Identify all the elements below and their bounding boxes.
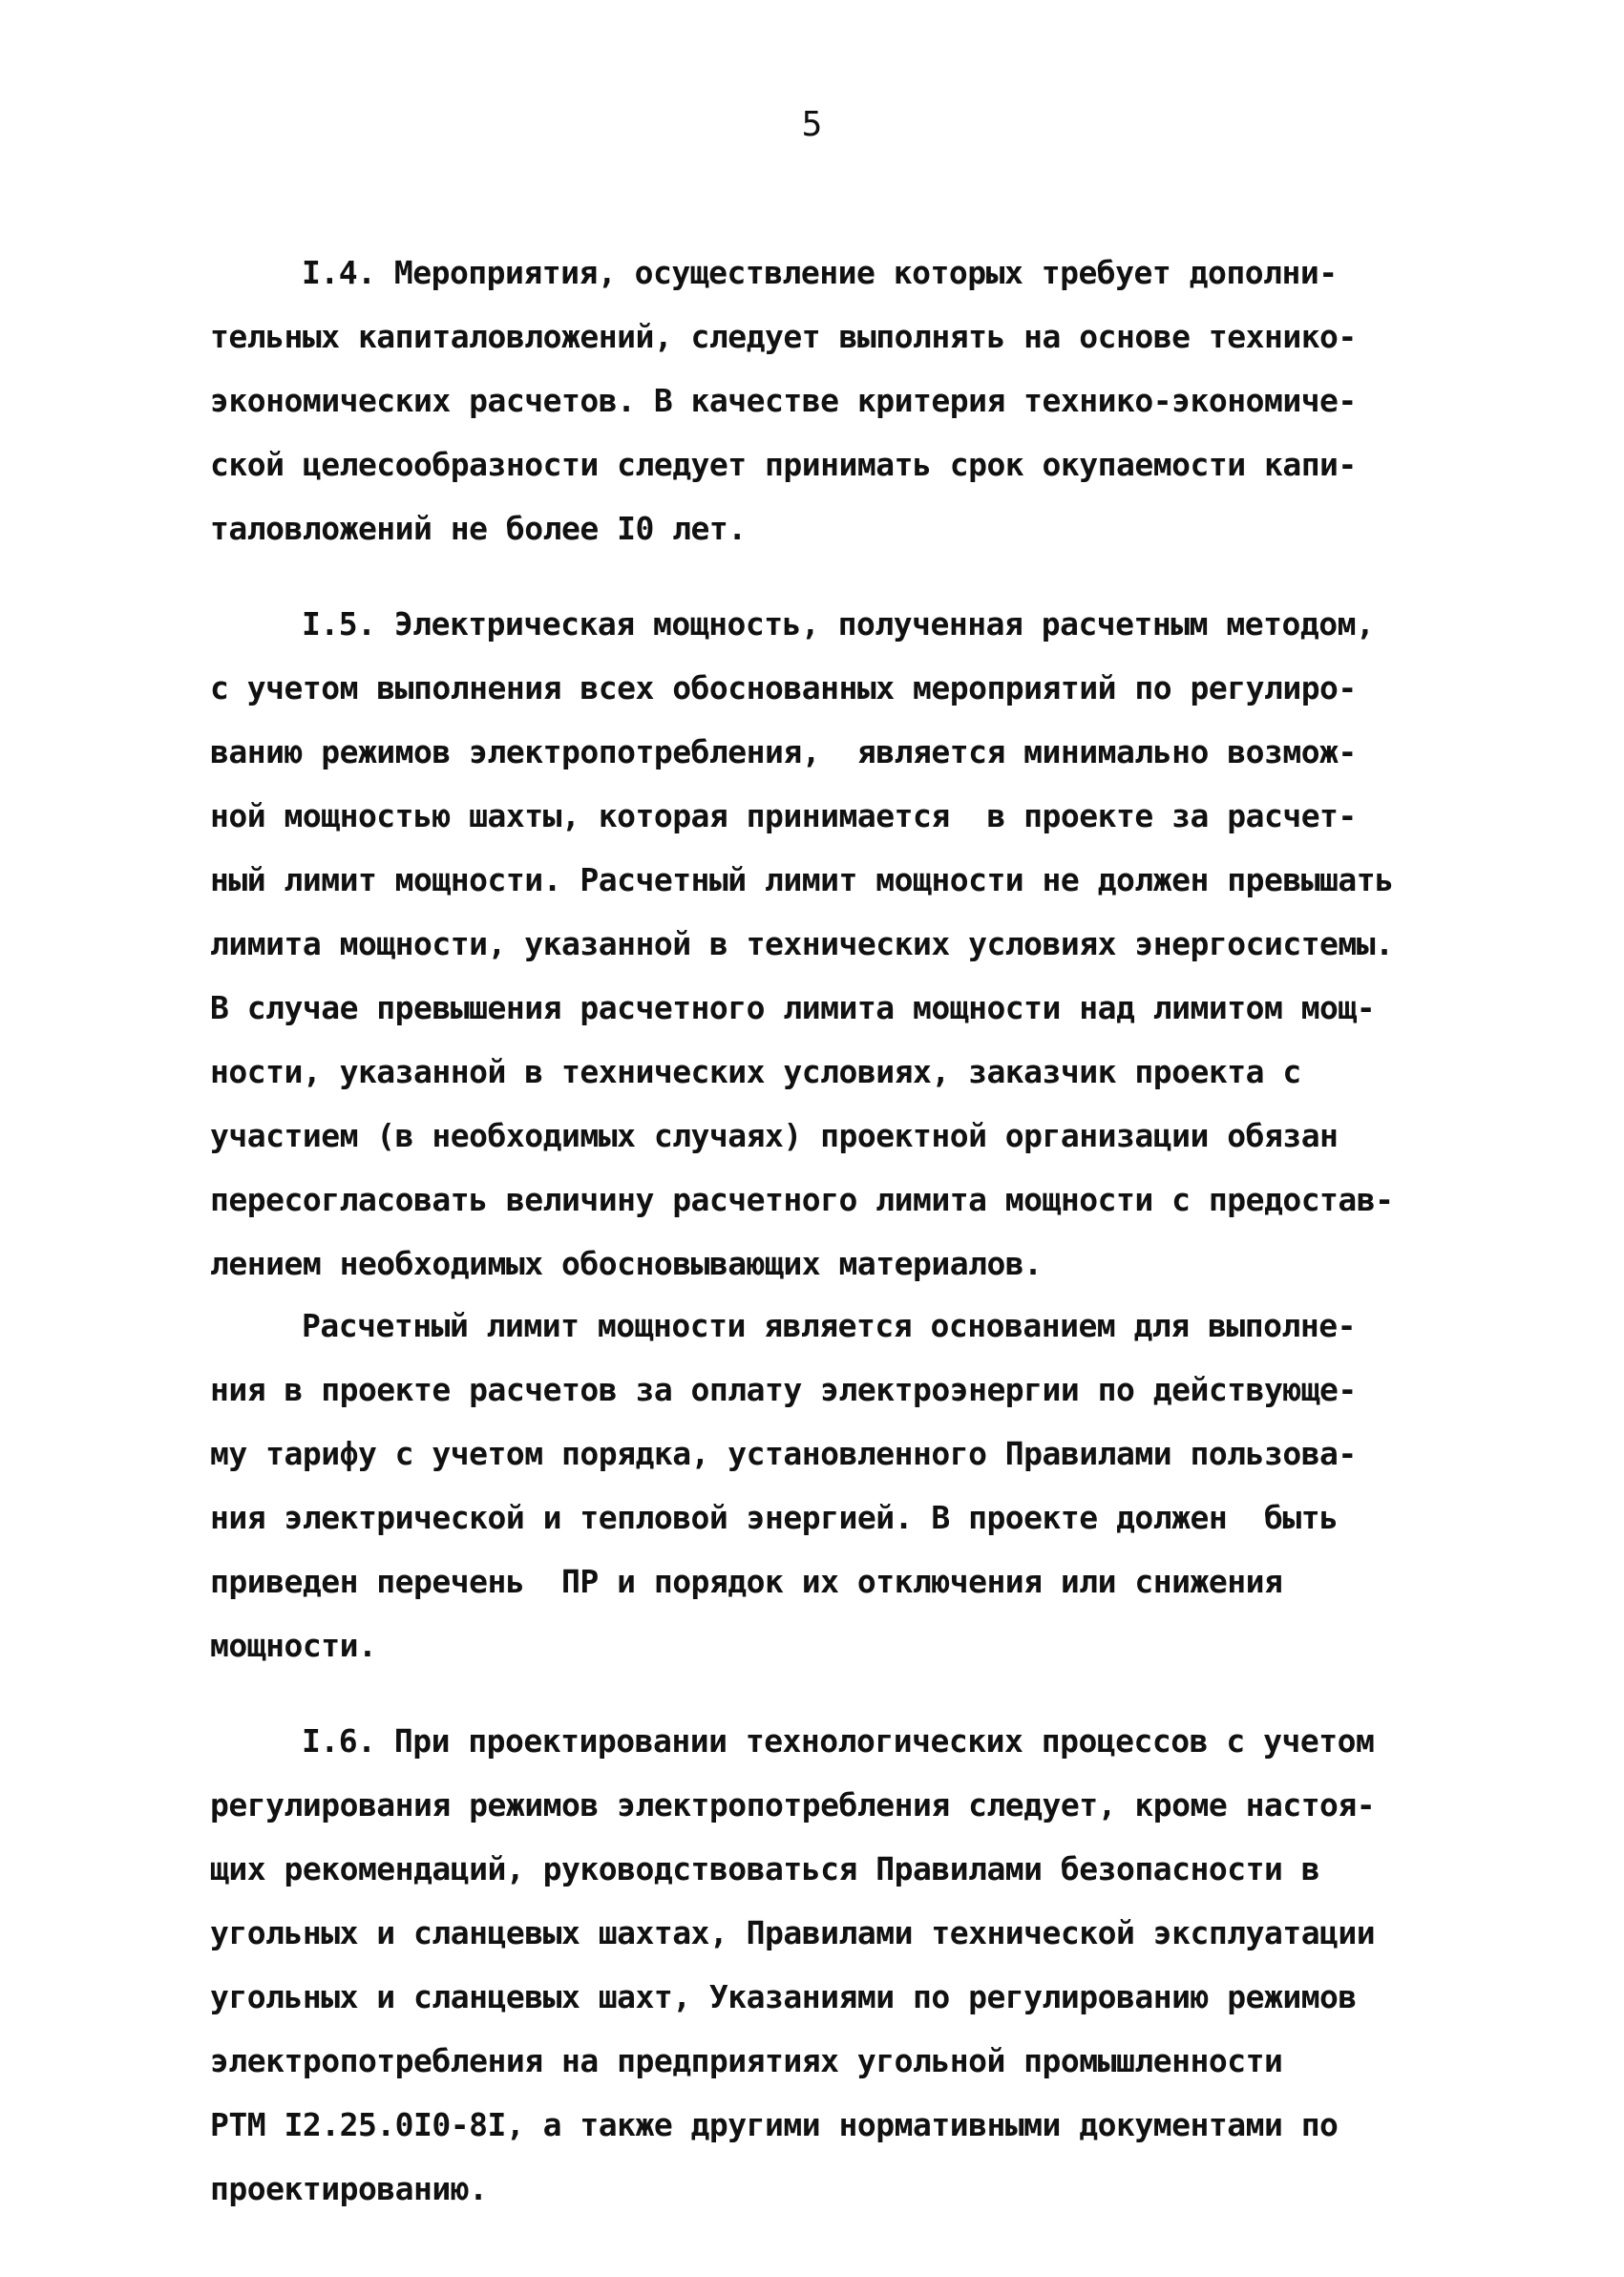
paragraph-line: I.5. Электрическая мощность, полученная расчетным методом, <box>302 605 1375 643</box>
paragraph-line: таловложений не более I0 лет. <box>210 510 747 547</box>
paragraph-line: приведен перечень ПР и порядок их отключения или снижения <box>210 1563 1283 1600</box>
paragraph-line: ской целесообразности следует принимать срок окупаемости капи- <box>210 446 1357 483</box>
paragraph-line: пересогласовать величину расчетного лимита мощности с предостав- <box>210 1181 1394 1218</box>
paragraph-line: I.4. Мероприятия, осуществление которых требует дополни- <box>302 254 1338 291</box>
paragraph-line: мощности. <box>210 1627 377 1664</box>
paragraph-line: РТМ I2.25.0I0-8I, а также другими нормативными документами по <box>210 2106 1339 2143</box>
page-number: 5 <box>801 105 823 144</box>
paragraph-line: проектированию. <box>210 2170 488 2207</box>
paragraph-line: тельных капиталовложений, следует выполнять на основе технико- <box>210 318 1357 355</box>
paragraph-line: ной мощностью шахты, которая принимается в проекте за расчет- <box>210 797 1357 834</box>
paragraph-line: лимита мощности, указанной в технических условиях энергосистемы. <box>210 925 1394 962</box>
paragraph-1-5-continued <box>210 1294 1451 1677</box>
paragraph-line: участием (в необходимых случаях) проектной организации обязан <box>210 1117 1339 1154</box>
paragraph-line: угольных и сланцевых шахтах, Правилами технической эксплуатации <box>210 1914 1376 1951</box>
paragraph-1-4 <box>210 241 1451 560</box>
paragraph-line: угольных и сланцевых шахт, Указаниями по регулированию режимов <box>210 1978 1357 2015</box>
paragraph-line: ности, указанной в технических условиях, заказчик проекта с <box>210 1053 1301 1090</box>
paragraph-line: щих рекомендаций, руководствоваться Правилами безопасности в <box>210 1850 1320 1887</box>
paragraph-line: ния электрической и тепловой энергией. В проекте должен быть <box>210 1499 1339 1536</box>
paragraph-line: Расчетный лимит мощности является основанием для выполне- <box>302 1307 1356 1344</box>
paragraph-line: регулирования режимов электропотребления следует, кроме настоя- <box>210 1786 1376 1824</box>
paragraph-line: экономических расчетов. В качестве критерия технико-экономиче- <box>210 382 1357 419</box>
paragraph-line: лением необходимых обосновывающих материалов. <box>210 1245 1043 1282</box>
paragraph-line: му тарифу с учетом порядка, установленного Правилами пользова- <box>210 1435 1357 1472</box>
paragraph-1-6 <box>210 1709 1451 2221</box>
paragraph-line: ный лимит мощности. Расчетный лимит мощности не должен превышать <box>210 861 1394 898</box>
paragraph-line: I.6. При проектировании технологических процессов с учетом <box>302 1722 1375 1760</box>
paragraph-line: ванию режимов электропотребления, является минимально возмож- <box>210 733 1357 770</box>
paragraph-line: электропотребления на предприятиях угольной промышленности <box>210 2042 1283 2079</box>
paragraph-line: ния в проекте расчетов за оплату электроэнергии по действующе- <box>210 1371 1357 1408</box>
paragraph-line: с учетом выполнения всех обоснованных мероприятий по регулиро- <box>210 669 1357 706</box>
paragraph-1-5 <box>210 592 1451 1296</box>
paragraph-line: В случае превышения расчетного лимита мощности над лимитом мощ- <box>210 989 1376 1026</box>
